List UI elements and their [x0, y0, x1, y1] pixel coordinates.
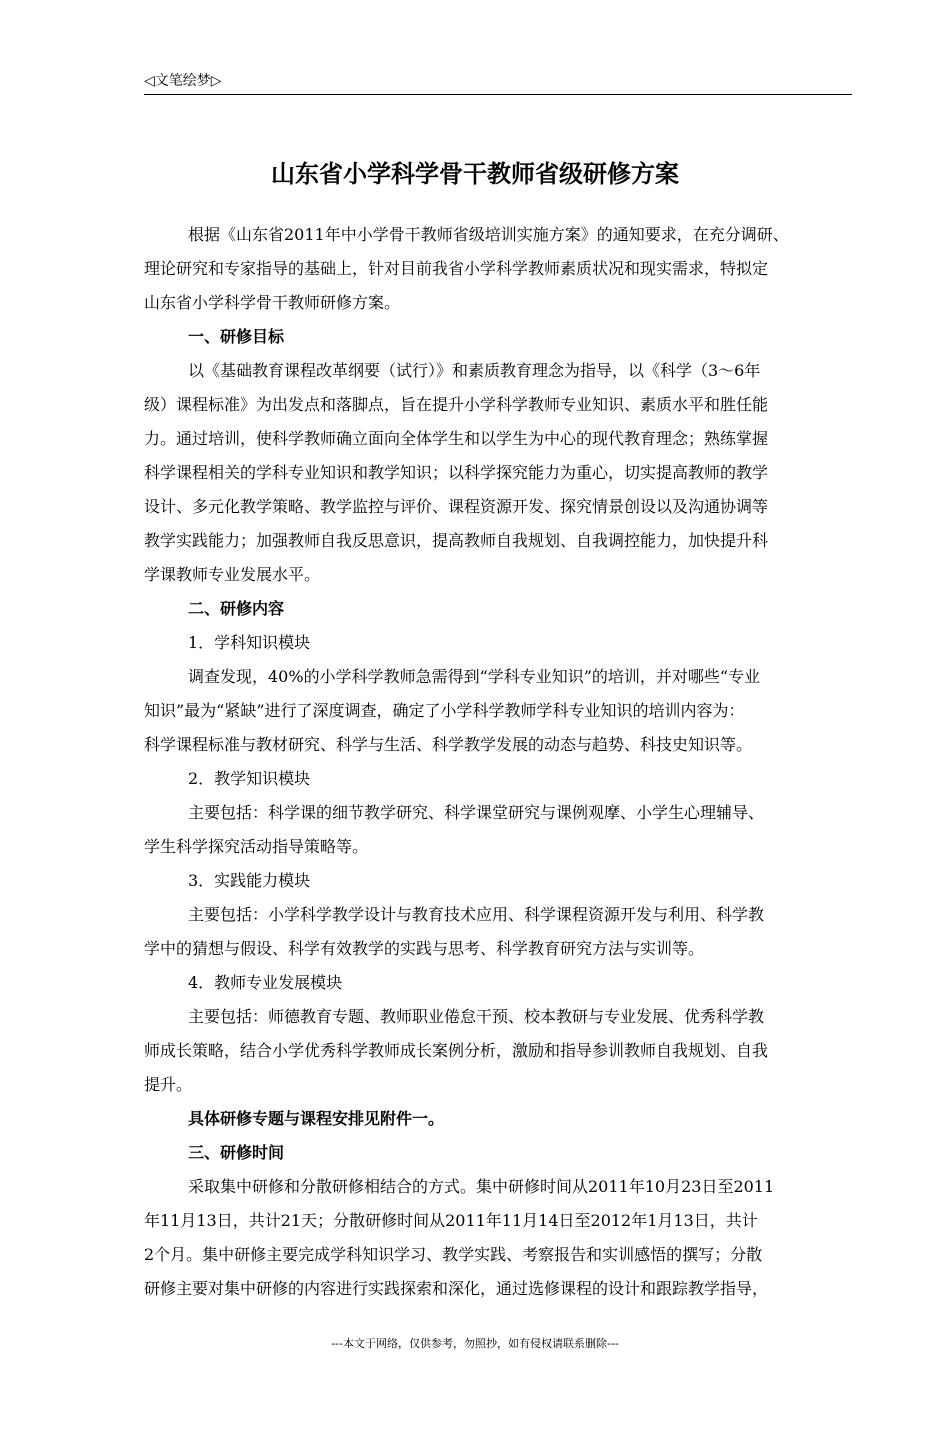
bold-note: 具体研修专题与课程安排见附件一。	[188, 1109, 445, 1128]
paragraph-line: 级）课程标准》为出发点和落脚点，旨在提升小学科学教师专业知识、素质水平和胜任能	[144, 395, 769, 414]
paragraph-line: 主要包括：科学课的细节教学研究、科学课堂研究与课例观摩、小学生心理辅导、	[188, 803, 765, 822]
subsection-heading: 1．学科知识模块	[188, 633, 311, 652]
page-footer: ---本文于网络，仅供参考，勿照抄，如有侵权请联系删除---	[331, 1337, 619, 1350]
paragraph-line: 理论研究和专家指导的基础上，针对目前我省小学科学教师素质状况和现实需求，特拟定	[144, 259, 769, 278]
subsection-heading: 3．实践能力模块	[188, 871, 311, 890]
subsection-heading: 4．教师专业发展模块	[188, 973, 343, 992]
document-title: 山东省小学科学骨干教师省级研修方案	[271, 160, 679, 188]
paragraph-line: 提升。	[144, 1075, 193, 1094]
paragraph-line: 教学实践能力；加强教师自我反思意识，提高教师自我规划、自我调控能力，加快提升科	[144, 531, 769, 550]
section-heading: 三、研修时间	[188, 1143, 285, 1162]
paragraph-line: 科学课程标准与教材研究、科学与生活、科学教学发展的动态与趋势、科技史知识等。	[144, 735, 753, 754]
paragraph-line: 山东省小学科学骨干教师研修方案。	[144, 293, 401, 312]
paragraph-line: 年11月13日，共计21天；分散研修时间从2011年11月14日至2012年1月13日，共计	[144, 1211, 758, 1230]
header-text: ◁文笔绘梦▷	[144, 73, 222, 89]
paragraph-line: 学生科学探究活动指导策略等。	[144, 837, 369, 856]
paragraph-line: 调查发现，40%的小学科学教师急需得到“学科专业知识”的培训，并对哪些“专业	[188, 667, 761, 686]
paragraph-line: 2个月。集中研修主要完成学科知识学习、教学实践、考察报告和实训感悟的撰写；分散	[144, 1245, 763, 1264]
paragraph-line: 师成长策略，结合小学优秀科学教师成长案例分析，激励和指导参训教师自我规划、自我	[144, 1041, 769, 1060]
paragraph-line: 根据《山东省2011年中小学骨干教师省级培训实施方案》的通知要求，在充分调研、	[188, 225, 789, 244]
paragraph-line: 力。通过培训，使科学教师确立面向全体学生和以学生为中心的现代教育理念；熟练掌握	[144, 429, 769, 448]
paragraph-line: 主要包括：师德教育专题、教师职业倦怠干预、校本教研与专业发展、优秀科学教	[188, 1007, 765, 1026]
section-heading: 二、研修内容	[188, 599, 285, 618]
paragraph-line: 主要包括：小学科学教学设计与教育技术应用、科学课程资源开发与利用、科学教	[188, 905, 765, 924]
paragraph-line: 学中的猜想与假设、科学有效教学的实践与思考、科学教育研究方法与实训等。	[144, 939, 705, 958]
paragraph-line: 研修主要对集中研修的内容进行实践探索和深化，通过选修课程的设计和跟踪教学指导，	[144, 1279, 769, 1298]
section-heading: 一、研修目标	[188, 327, 285, 346]
paragraph-line: 科学课程相关的学科专业知识和教学知识；以科学探究能力为重心，切实提高教师的教学	[144, 463, 769, 482]
paragraph-line: 设计、多元化教学策略、教学监控与评价、课程资源开发、探究情景创设以及沟通协调等	[144, 497, 769, 516]
document-body	[144, 218, 852, 1306]
page-header	[144, 72, 852, 95]
paragraph-line: 采取集中研修和分散研修相结合的方式。集中研修时间从2011年10月23日至2011	[188, 1177, 775, 1196]
paragraph-line: 知识”最为“紧缺”进行了深度调查，确定了小学科学教师学科专业知识的培训内容为：	[144, 701, 745, 720]
subsection-heading: 2．教学知识模块	[188, 769, 311, 788]
paragraph-line: 学课教师专业发展水平。	[144, 565, 321, 584]
paragraph-line: 以《基础教育课程改革纲要（试行）》和素质教育理念为指导，以《科学（3～6年	[188, 361, 761, 380]
